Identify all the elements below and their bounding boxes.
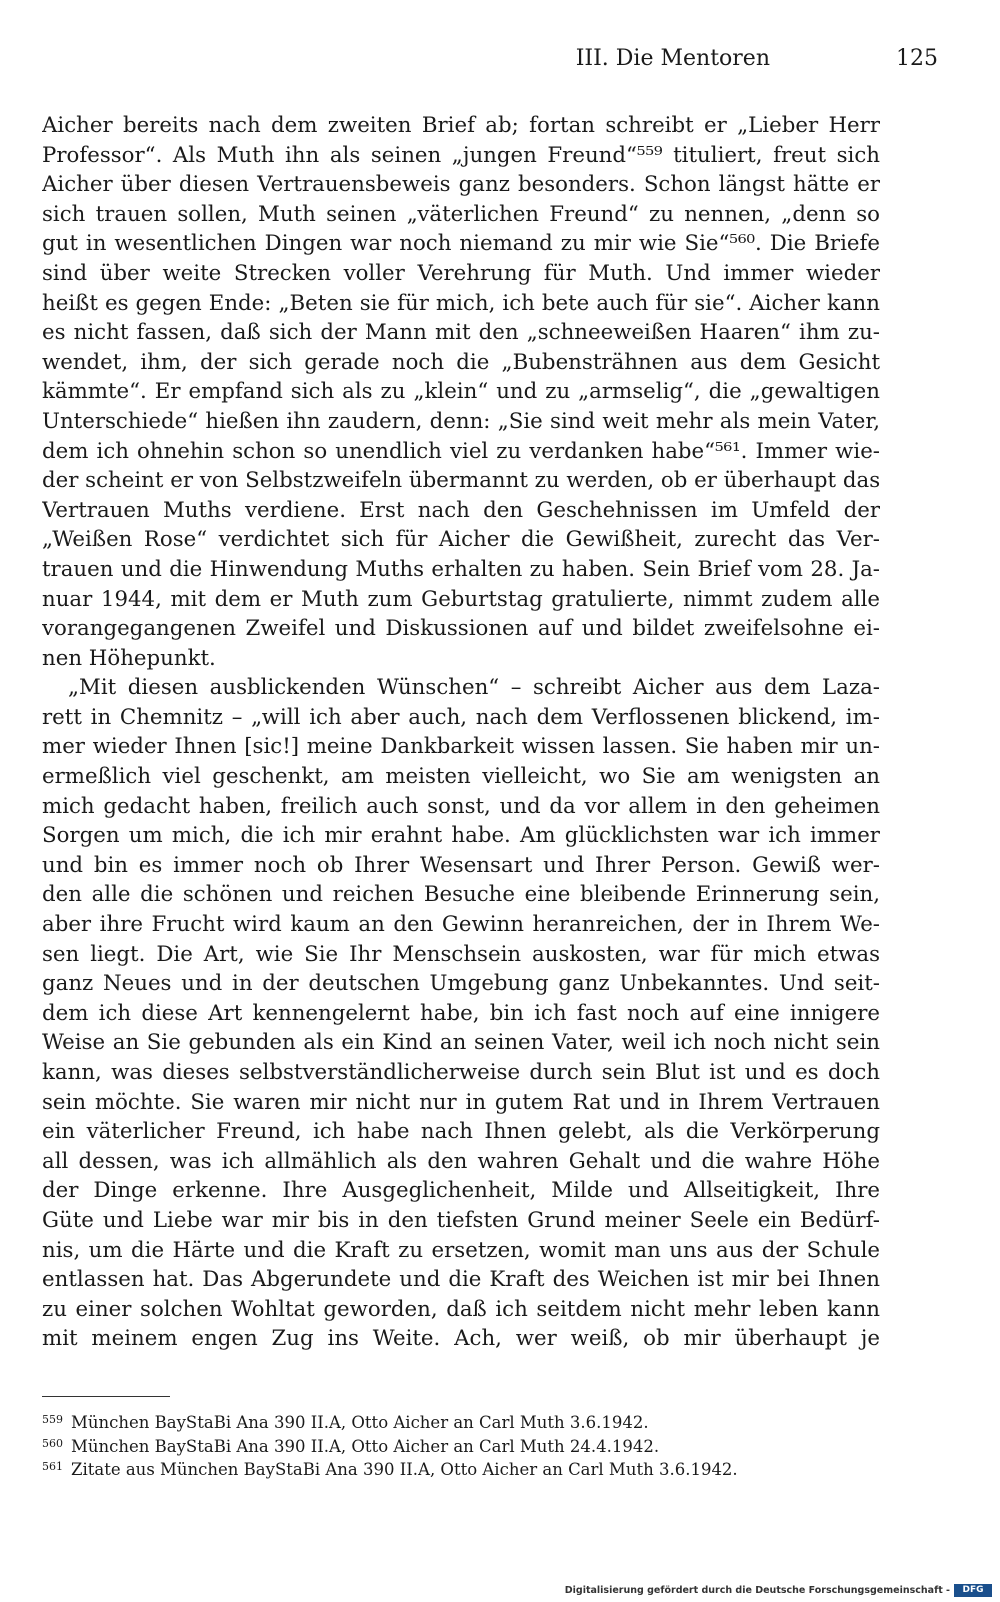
text-line: Weise an Sie gebunden als ein Kind an seinen Vater, weil ich noch nicht sein [42, 1030, 880, 1056]
text-line: wendet, ihm, der sich gerade noch die „Bubensträhnen aus dem Gesicht [42, 349, 880, 375]
text-line: der Dinge erkenne. Ihre Ausgeglichenheit, Milde und Allseitigkeit, Ihre [42, 1178, 880, 1204]
text-line: und bin es immer noch ob Ihrer Wesensart und Ihrer Person. Gewiß wer- [42, 852, 880, 878]
running-head [42, 46, 938, 78]
text-line: es nicht fassen, daß sich der Mann mit den „schneeweißen Haaren“ ihm zu- [42, 320, 880, 346]
text-line: heißt es gegen Ende: „Beten sie für mich, ich bete auch für sie“. Aicher kann [42, 290, 880, 316]
text-line: Aicher über diesen Vertrauensbeweis ganz besonders. Schon längst hätte er [42, 172, 880, 198]
text-line: „Mit diesen ausblickenden Wünschen“ – schreibt Aicher aus dem Laza- [68, 675, 880, 701]
text-line: kämmte“. Er empfand sich als zu „klein“ und zu „armselig“, die „gewaltigen [42, 379, 880, 405]
text-line: nis, um die Härte und die Kraft zu ersetzen, womit man uns aus der Schule [42, 1237, 880, 1263]
text-line: sen liegt. Die Art, wie Sie Ihr Menschsein auskosten, war für mich etwas [42, 941, 880, 967]
text-line: Professor“. Als Muth ihn als seinen „jungen Freund“⁵⁵⁹ tituliert, freut sich [42, 142, 880, 168]
text-line: vorangegangenen Zweifel und Diskussionen auf und bildet zweifelsohne ei- [42, 616, 880, 642]
text-line: gut in wesentlichen Dingen war noch niemand zu mir wie Sie“⁵⁶⁰. Die Briefe [42, 231, 880, 257]
body-text [42, 111, 880, 1354]
footnote-559 [42, 1408, 880, 1432]
text-line: sich trauen sollen, Muth seinen „väterlichen Freund“ zu nennen, „denn so [42, 201, 880, 227]
text-line: nuar 1944, mit dem er Muth zum Geburtstag gratulierte, nimmt zudem alle [42, 586, 880, 612]
text-line: Vertrauen Muths verdiene. Erst nach den Geschehnissen im Umfeld der [42, 497, 880, 523]
footnote-separator [42, 1396, 170, 1397]
text-line: rett in Chemnitz – „will ich aber auch, nach dem Verflossenen blickend, im- [42, 704, 880, 730]
text-line: entlassen hat. Das Abgerundete und die Kraft des Weichen ist mir bei Ihnen [42, 1267, 880, 1293]
text-line: ganz Neues und in der deutschen Umgebung ganz Unbekanntes. Und seit- [42, 971, 880, 997]
footnotes [42, 1408, 880, 1479]
text-line: der scheint er von Selbstzweifeln übermannt zu werden, ob er überhaupt das [42, 468, 880, 494]
text-line: Aicher bereits nach dem zweiten Brief ab; fortan schreibt er „Lieber Herr [42, 113, 880, 138]
text-line: all dessen, was ich allmählich als den wahren Gehalt und die wahre Höhe [42, 1148, 880, 1174]
text-line: „Weißen Rose“ verdichtet sich für Aicher die Gewißheit, zurecht das Ver- [42, 527, 880, 553]
text-line: ein väterlicher Freund, ich habe nach Ihnen gelebt, als die Verkörperung [42, 1119, 880, 1145]
text-line: trauen und die Hinwendung Muths erhalten zu haben. Sein Brief vom 28. Ja- [42, 556, 880, 582]
text-line: mit meinem engen Zug ins Weite. Ach, wer weiß, ob mir überhaupt je [42, 1326, 880, 1352]
footnote-text: Zitate aus München BayStaBi Ana 390 II.A, Otto Aicher an Carl Muth 3.6.1942. [71, 1460, 738, 1479]
footnote-number: 560 [42, 1436, 63, 1450]
dfg-logo-icon: DFG [954, 1584, 992, 1597]
digitization-credit: Digitalisierung gefördert durch die Deutsche Forschungsgemeinschaft - [564, 1585, 950, 1596]
text-line: dem ich diese Art kennengelernt habe, bin ich fast noch auf eine innigere [42, 1000, 880, 1026]
footnote-560 [42, 1432, 880, 1456]
text-line: kann, was dieses selbstverständlicherweise durch sein Blut ist und es doch [42, 1060, 880, 1085]
text-line: nen Höhepunkt. [42, 645, 216, 671]
text-line: mich gedacht haben, freilich auch sonst, und da vor allem in den geheimen [42, 793, 880, 819]
text-line: dem ich ohnehin schon so unendlich viel zu verdanken habe“⁵⁶¹. Immer wie- [42, 438, 880, 464]
text-line: den alle die schönen und reichen Besuche eine bleibende Erinnerung sein, [42, 882, 880, 908]
footnote-number: 559 [42, 1413, 63, 1426]
text-line: Sorgen um mich, die ich mir erahnt habe. Am glücklichsten war ich immer [42, 823, 880, 849]
text-line: aber ihre Frucht wird kaum an den Gewinn heranreichen, der in Ihrem We- [42, 912, 880, 938]
page-number: 125 [896, 46, 938, 71]
text-line: Unterschiede“ hießen ihn zaudern, denn: „Sie sind weit mehr als mein Vater, [42, 408, 880, 434]
text-line: mer wieder Ihnen [sic!] meine Dankbarkeit wissen lassen. Sie haben mir un- [42, 734, 880, 760]
text-line: sind über weite Strecken voller Verehrung für Muth. Und immer wieder [42, 260, 880, 286]
text-line: ermeßlich viel geschenkt, am meisten vielleicht, wo Sie am wenigsten an [42, 764, 880, 790]
footnote-text: München BayStaBi Ana 390 II.A, Otto Aicher an Carl Muth 24.4.1942. [71, 1436, 660, 1456]
footnote-text: München BayStaBi Ana 390 II.A, Otto Aicher an Carl Muth 3.6.1942. [71, 1413, 649, 1432]
footnote-number: 561 [42, 1460, 63, 1473]
footnote-561 [42, 1455, 880, 1479]
text-line: sein möchte. Sie waren mir nicht nur in gutem Rat und in Ihrem Vertrauen [42, 1089, 880, 1115]
text-line: Güte und Liebe war mir bis in den tiefsten Grund meiner Seele ein Bedürf- [42, 1207, 880, 1233]
text-line: zu einer solchen Wohltat geworden, daß ich seitdem nicht mehr leben kann [42, 1296, 880, 1322]
chapter-title: III. Die Mentoren [575, 46, 770, 71]
